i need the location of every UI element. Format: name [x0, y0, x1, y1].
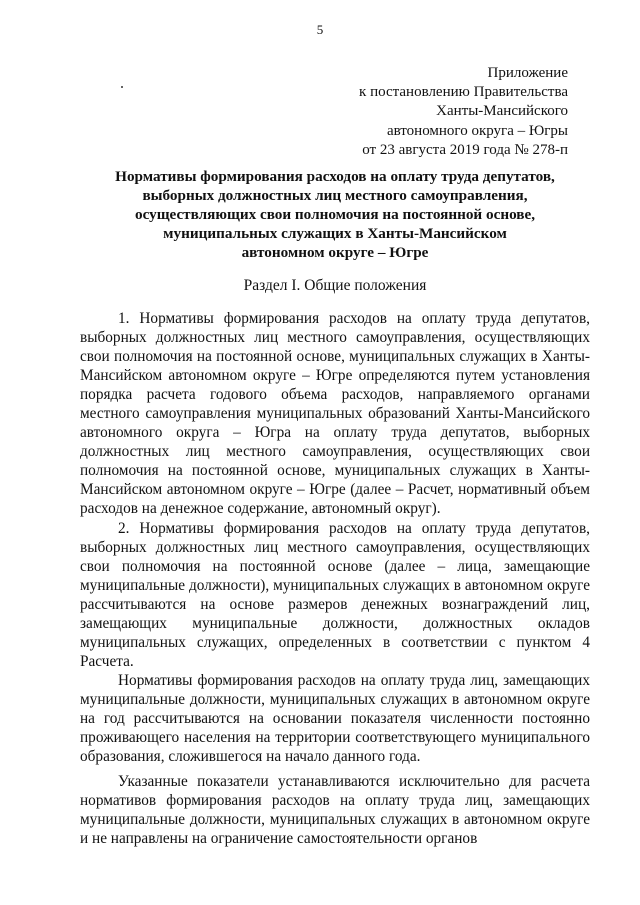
paragraph-1: 1. Нормативы формирования расходов на оплату труда депутатов, выборных должностных лиц местного самоуправления, осуществляющих свои полномочия на постоянной основе, муниципальных служащих в Ханты-Мансийском автономном округе – Югре определяются путем установления порядка расчета годового объема расходов, направляемого органами местного самоуправления муниципальных образований Ханты-Мансийского автономного округа – Югра на оплату труда депутатов, выборных должностных лиц местного самоуправления, осуществляющих свои полномочия на постоянной основе, муниципальных служащих в Ханты-Мансийском автономном округе – Югре (далее – Расчет, нормативный объем расходов на денежное содержание, автономный округ). — [80, 310, 590, 518]
approval-block — [359, 64, 568, 160]
title-line: осуществляющих свои полномочия на постоянной основе, — [134, 205, 536, 223]
body-text — [80, 309, 590, 848]
scan-speck — [121, 86, 123, 88]
title-line: Нормативы формирования расходов на оплату труда депутатов, — [115, 168, 555, 185]
document-title — [80, 168, 590, 263]
approval-line: Ханты-Мансийского — [436, 103, 568, 120]
page-number: 5 — [316, 22, 324, 37]
paragraph-3: Нормативы формирования расходов на оплату труда лиц, замещающих муниципальные должности, муниципальных служащих в автономном округе на год рассчитываются на основании показателя численности постоянно проживающего населения на территории соответствующего муниципального образования, сложившегося на начало данного года. — [80, 671, 590, 766]
title-line: автономном округе – Югре — [241, 243, 429, 261]
paragraph-2: 2. Нормативы формирования расходов на оплату труда депутатов, выборных должностных лиц местного самоуправления, осуществляющих свои полномочия на постоянной основе (далее – лица, замещающие муниципальные должности), муниципальных служащих в автономном округе рассчитываются на основе размеров денежных вознаграждений лиц, замещающих муниципальные должности, должностных окладов муниципальных служащих, определенных в соответствии с пунктом 4 Расчета. — [80, 519, 590, 670]
title-line: муниципальных служащих в Ханты-Мансийском — [163, 224, 507, 242]
approval-line: автономного округа – Югры — [386, 122, 568, 139]
approval-line: к постановлению Правительства — [359, 84, 568, 101]
section-heading: Раздел I. Общие положения — [243, 277, 427, 294]
paragraph-4: Указанные показатели устанавливаются исключительно для расчета нормативов формирования расходов на оплату труда лиц, замещающих муниципальные должности, муниципальных служащих в автономном округе и не направлены на ограничение самостоятельности органов — [80, 773, 590, 848]
approval-line: от 23 августа 2019 года № 278-п — [362, 141, 568, 158]
approval-line: Приложение — [487, 65, 568, 81]
title-line: выборных должностных лиц местного самоуправления, — [142, 186, 528, 204]
